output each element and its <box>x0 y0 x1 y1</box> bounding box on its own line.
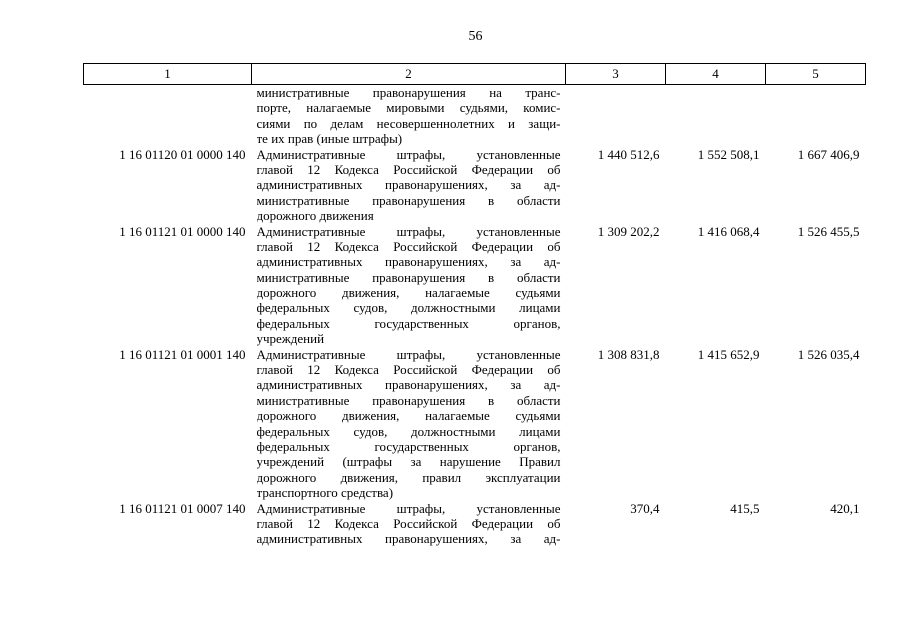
value-column-4: 1 415 652,9 <box>697 346 760 362</box>
description-line: дорожного движения, налагаемые судьями <box>256 408 561 424</box>
value-column-5: 1 667 406,9 <box>797 146 860 162</box>
continuation-code-cell <box>84 85 252 147</box>
table-header <box>84 64 866 85</box>
description-line: Административные штрафы, установленные <box>256 500 561 516</box>
continuation-value-5 <box>766 85 866 147</box>
value-column-3: 370,4 <box>630 500 660 516</box>
budget-code: 1 16 01121 01 0001 140 <box>119 346 246 362</box>
description-line: главой 12 Кодекса Российской Федерации об <box>256 362 561 378</box>
value-column-3: 1 309 202,2 <box>597 223 660 239</box>
budget-code: 1 16 01121 01 0000 140 <box>119 223 246 239</box>
continuation-value-3 <box>566 85 666 147</box>
value-column-5: 420,1 <box>830 500 860 516</box>
description-line: министративные правонарушения в области <box>256 192 561 208</box>
budget-table <box>83 63 866 547</box>
table-body <box>84 85 866 547</box>
column-header-3: 3 <box>566 64 666 85</box>
description-line: Административные штрафы, установленные <box>256 346 561 362</box>
row-description <box>252 347 566 501</box>
value-column-3: 1 308 831,8 <box>597 346 660 362</box>
description-line: главой 12 Кодекса Российской Федерации об <box>256 161 561 177</box>
continuation-description <box>252 85 566 147</box>
description-line: федеральных государственных органов, <box>256 438 561 454</box>
header-row <box>84 64 866 85</box>
description-line: главой 12 Кодекса Российской Федерации об <box>256 238 561 254</box>
value-column-5: 1 526 035,4 <box>797 346 860 362</box>
budget-code: 1 16 01120 01 0000 140 <box>119 146 246 162</box>
value-column-4: 415,5 <box>730 500 760 516</box>
description-line: транспортного средства) <box>256 485 394 501</box>
table-row <box>84 224 866 347</box>
table-row <box>84 347 866 501</box>
description-line: министративные правонарушения в области <box>256 269 561 285</box>
value-column-3: 1 440 512,6 <box>597 146 660 162</box>
description-line: административных правонарушениях, за ад- <box>256 254 561 270</box>
column-header-5: 5 <box>766 64 866 85</box>
description-line: федеральных судов, должностными лицами <box>256 423 561 439</box>
page-number <box>0 29 905 45</box>
description-line: административных правонарушениях, за ад- <box>256 531 561 547</box>
column-header-2: 2 <box>252 64 566 85</box>
description-line: сиями по делам несовершеннолетних и защи- <box>256 115 561 131</box>
column-header-1: 1 <box>84 64 252 85</box>
continuation-row <box>84 85 866 147</box>
table-row <box>84 147 866 224</box>
description-line: те их прав (иные штрафы) <box>256 131 403 147</box>
description-line: учреждений (штрафы за нарушение Правил <box>256 454 561 470</box>
description-line: дорожного движения, правил эксплуатации <box>256 469 561 485</box>
value-column-4: 1 416 068,4 <box>697 223 760 239</box>
continuation-value-4 <box>666 85 766 147</box>
description-line: главой 12 Кодекса Российской Федерации об <box>256 515 561 531</box>
value-column-5: 1 526 455,5 <box>797 223 860 239</box>
row-description <box>252 147 566 224</box>
value-column-4: 1 552 508,1 <box>697 146 760 162</box>
description-line: министративные правонарушения на транс- <box>256 85 561 100</box>
row-description <box>252 501 566 547</box>
description-line: федеральных судов, должностными лицами <box>256 300 561 316</box>
description-line: федеральных государственных органов, <box>256 315 561 331</box>
budget-code: 1 16 01121 01 0007 140 <box>119 500 246 516</box>
description-line: дорожного движения, налагаемые судьями <box>256 285 561 301</box>
description-line: порте, налагаемые мировыми судьями, комис- <box>256 100 561 116</box>
row-description <box>252 224 566 347</box>
description-line: административных правонарушениях, за ад- <box>256 377 561 393</box>
column-header-4: 4 <box>666 64 766 85</box>
description-line: министративные правонарушения в области <box>256 392 561 408</box>
description-line: учреждений <box>256 331 325 347</box>
description-line: Административные штрафы, установленные <box>256 223 561 239</box>
table-row <box>84 501 866 547</box>
description-line: административных правонарушениях, за ад- <box>256 177 561 193</box>
page-number-text: 56 <box>468 29 483 44</box>
description-line: Административные штрафы, установленные <box>256 146 561 162</box>
description-line: дорожного движения <box>256 208 374 224</box>
